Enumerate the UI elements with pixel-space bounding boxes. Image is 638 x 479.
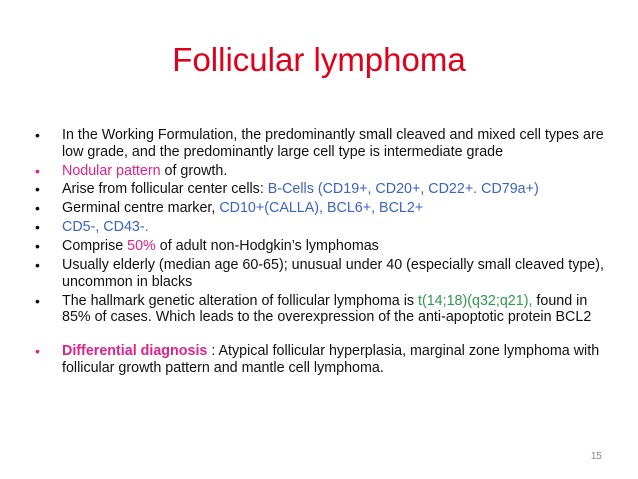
bullet-genetics	[35, 293, 607, 326]
bullet-dot-icon: •	[35, 127, 40, 143]
bullet-nodular-pattern	[35, 163, 607, 180]
bullet-dot-icon: •	[35, 292, 40, 309]
bullet-highlight: Differential diagnosis	[62, 343, 208, 360]
bullet-highlight: CD5-, CD43-.	[62, 219, 149, 236]
bullet-dot-icon: •	[35, 343, 40, 360]
slide-title: Follicular lymphoma	[172, 41, 466, 78]
bullet-text: of adult non-Hodgkin’s lymphomas	[155, 238, 379, 255]
page-number: 15	[590, 451, 602, 462]
bullet-text: Comprise	[62, 238, 128, 255]
bullet-highlight: CD10+(CALLA), BCL6+, BCL2+	[219, 200, 424, 217]
bullet-cd5-cd43	[35, 219, 607, 236]
bullet-dot-icon: •	[35, 162, 40, 179]
bullet-prevalence	[35, 238, 607, 255]
bullet-text: Usually elderly (median age 60-65); unusual under 40 (especially small cleaved type), uncommon in blacks	[62, 257, 604, 290]
bullet-text: found in 85% of cases. Which leads to the overexpression of the anti-apoptotic protein BCL2	[62, 292, 592, 326]
bullet-highlight: t(14;18)(q32;q21),	[418, 292, 533, 309]
bullet-highlight: 50%	[127, 238, 156, 255]
bullet-germinal-marker	[35, 200, 607, 217]
bullet-dot-icon: •	[35, 219, 40, 236]
bullet-text: In the Working Formulation, the predominantly small cleaved and mixed cell types are low grade, and the predominantly large cell type is intermediate grade	[62, 127, 604, 160]
bullet-dot-icon: •	[35, 238, 40, 255]
bullet-dot-icon: •	[35, 200, 40, 217]
bullet-working-formulation	[35, 127, 607, 160]
bullet-cell-origin	[35, 181, 607, 198]
bullet-age	[35, 257, 607, 290]
bullet-list	[35, 127, 607, 379]
bullet-text: Germinal centre marker,	[62, 200, 220, 217]
bullet-differential-diagnosis	[35, 343, 607, 376]
bullet-highlight: Nodular pattern	[62, 162, 161, 179]
bullet-text: Arise from follicular center cells:	[62, 181, 268, 198]
bullet-dot-icon: •	[35, 257, 40, 274]
bullet-text: The hallmark genetic alteration of follicular lymphoma is	[62, 292, 418, 309]
bullet-text: of growth.	[160, 162, 228, 179]
bullet-dot-icon: •	[35, 181, 40, 198]
bullet-highlight: B-Cells (CD19+, CD20+, CD22+. CD79a+)	[267, 181, 539, 198]
bullet-text: : Atypical follicular hyperplasia, marginal zone lymphoma with follicular growth pattern and mantle cell lymphoma.	[62, 343, 600, 376]
